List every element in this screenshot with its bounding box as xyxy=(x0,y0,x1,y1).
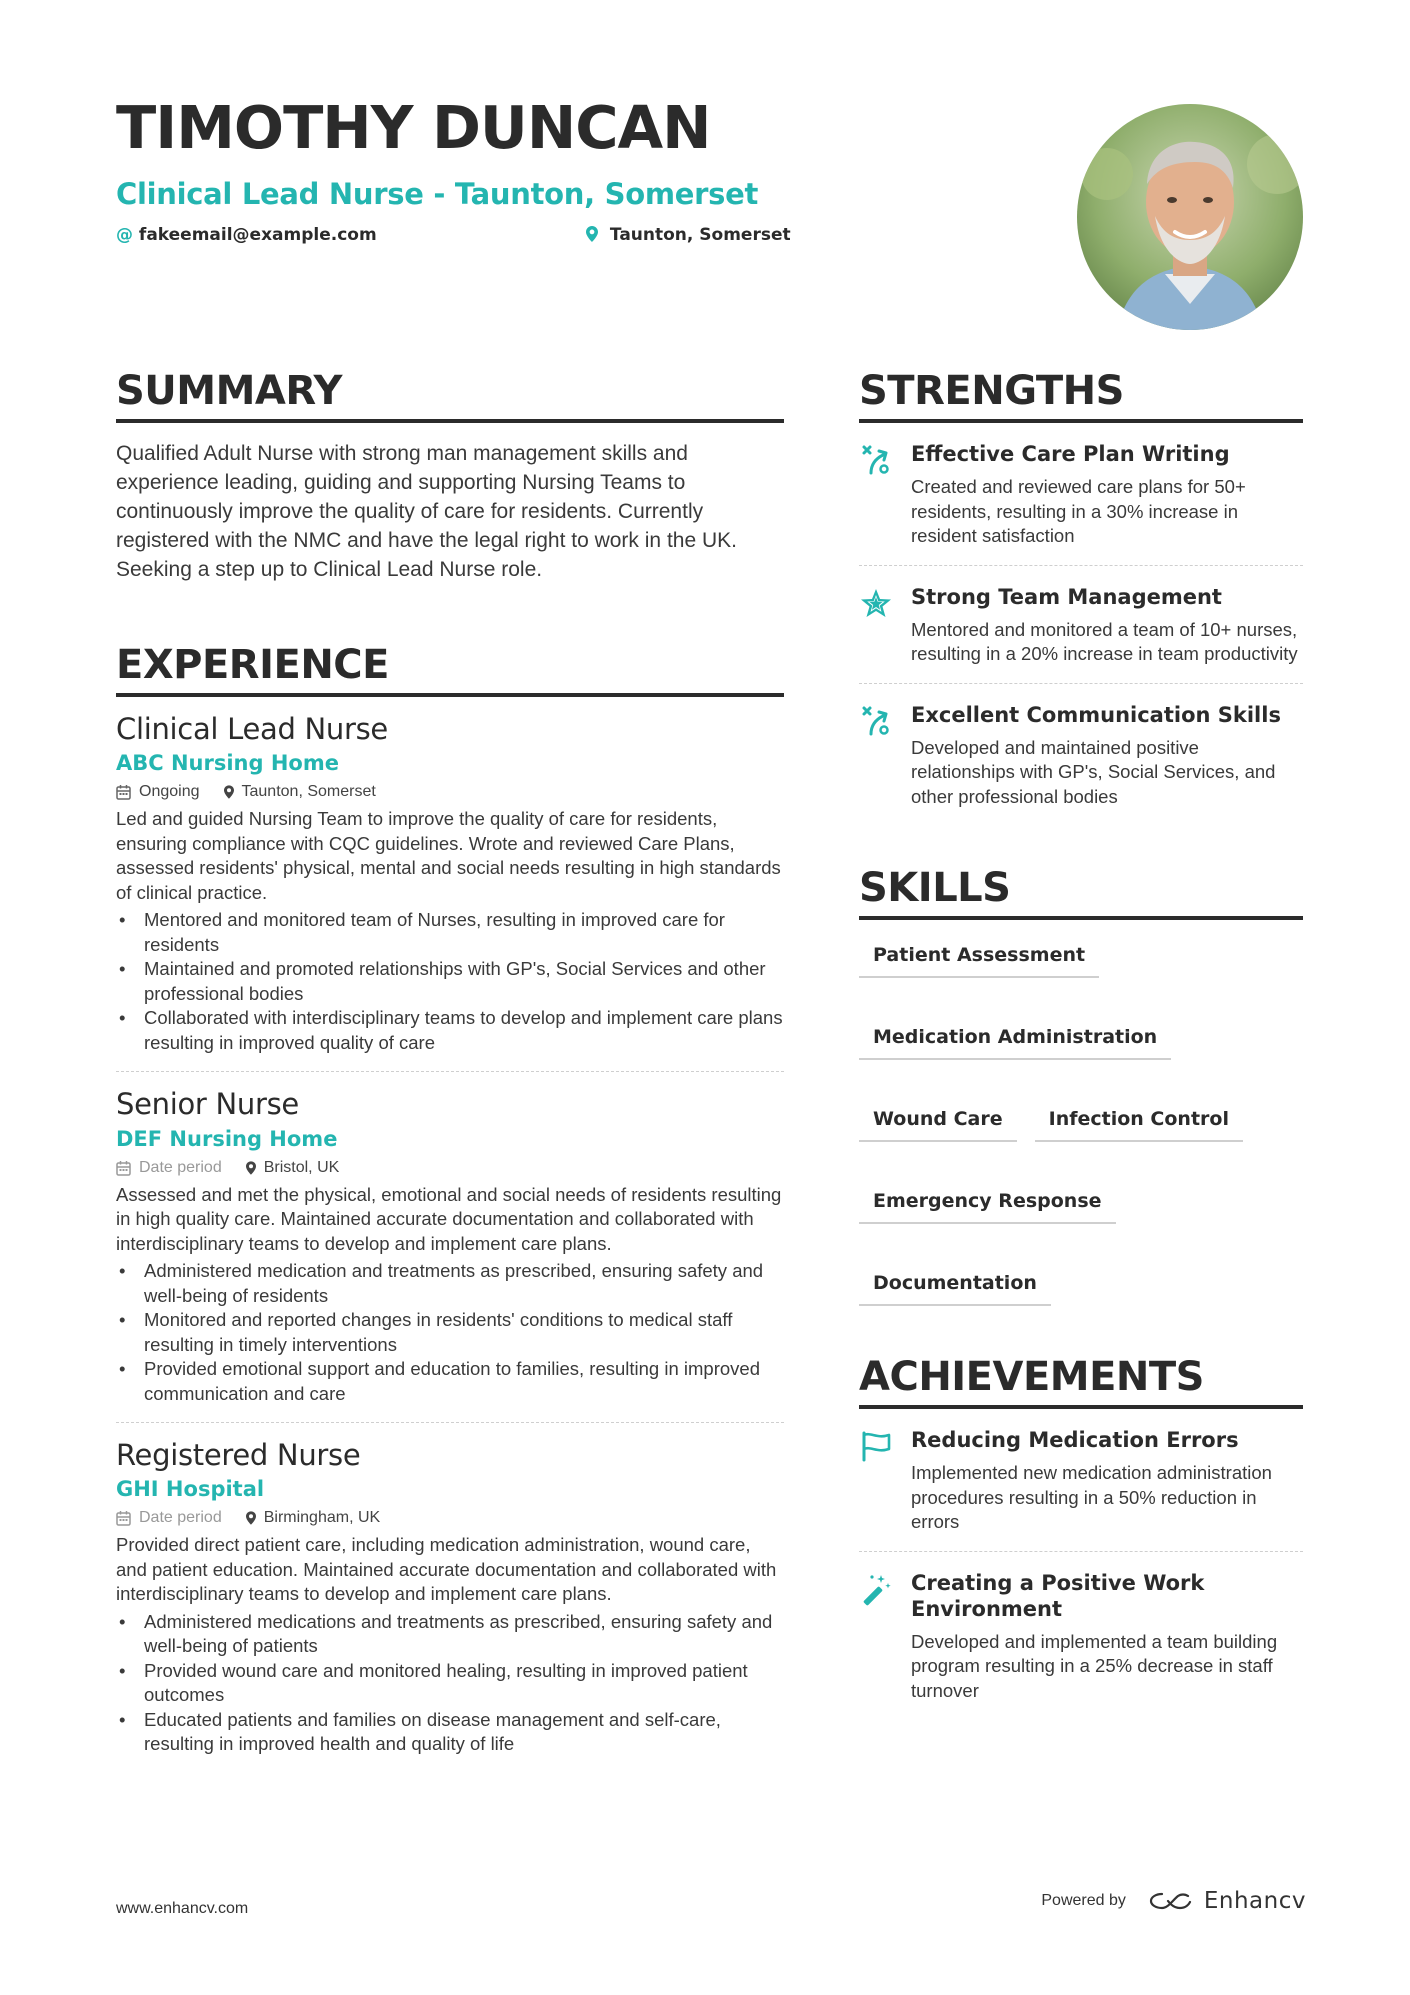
star-icon xyxy=(859,586,893,620)
job-title: Clinical Lead Nurse xyxy=(116,712,388,746)
strength-item xyxy=(859,566,1303,684)
calendar-icon xyxy=(116,1160,131,1176)
job-bullet: • Mentored and monitored team of Nurses, resulting in improved care for residents xyxy=(116,908,784,957)
achievements-heading: ACHIEVEMENTS xyxy=(859,1354,1303,1409)
job-description: Assessed and met the physical, emotional and social needs of residents resulting in high quality care. Maintained accurate documentation and collaborated with interdisciplinary teams to develop and implement care plans. xyxy=(116,1183,782,1254)
job-bullet: • Monitored and reported changes in residents' conditions to medical staff resulting in timely interventions xyxy=(116,1308,784,1357)
footer-branding xyxy=(1041,1888,1306,1914)
strength-body xyxy=(911,441,1303,549)
strength-item xyxy=(859,423,1303,566)
experience-heading: EXPERIENCE xyxy=(116,642,784,697)
job-location xyxy=(224,783,376,801)
job-period-text: Ongoing xyxy=(139,783,200,801)
candidate-name: TIMOTHY DUNCAN xyxy=(116,93,711,162)
skills-heading: SKILLS xyxy=(859,865,1303,920)
strength-body xyxy=(911,584,1303,667)
skills-list xyxy=(859,940,1303,1306)
location-pin-icon xyxy=(246,1511,256,1525)
skill-tag: Wound Care xyxy=(859,1104,1017,1142)
achievement-title: Creating a Positive Work Environment xyxy=(911,1570,1205,1621)
job-entry xyxy=(116,1423,784,1773)
job-location-text: Birmingham, UK xyxy=(263,1509,381,1527)
achievement-body xyxy=(911,1570,1303,1704)
strength-item xyxy=(859,684,1303,826)
at-icon: @ xyxy=(116,225,133,245)
strengths-section xyxy=(859,368,1303,825)
job-title: Registered Nurse xyxy=(116,1438,361,1472)
strength-title: Excellent Communication Skills xyxy=(911,702,1281,727)
location-text: Taunton, Somerset xyxy=(609,225,791,245)
job-bullet: • Provided wound care and monitored healing, resulting in improved patient outcomes xyxy=(116,1659,784,1708)
achievement-description: Implemented new medication administration procedures resulting in a 50% reduction in errors xyxy=(911,1462,1272,1532)
brand-logo[interactable] xyxy=(1148,1888,1306,1914)
job-period-text: Date period xyxy=(139,1158,222,1176)
job-bullet: • Educated patients and families on disease management and self-care, resulting in improved health and quality of life xyxy=(116,1708,784,1757)
skill-tag: Documentation xyxy=(859,1268,1051,1306)
summary-heading: SUMMARY xyxy=(116,368,784,423)
email-contact[interactable] xyxy=(116,225,377,245)
strength-description: Developed and maintained positive relationships with GP's, Social Services, and other professional bodies xyxy=(911,736,1276,807)
skill-tag: Patient Assessment xyxy=(859,940,1099,978)
brand-name: Enhancv xyxy=(1203,1888,1306,1914)
achievement-body xyxy=(911,1427,1303,1535)
job-location-text: Taunton, Somerset xyxy=(241,783,376,801)
strength-title: Effective Care Plan Writing xyxy=(911,442,1230,466)
strengths-heading: STRENGTHS xyxy=(859,368,1303,423)
candidate-title: Clinical Lead Nurse - Taunton, Somerset xyxy=(116,177,759,211)
company-name[interactable]: ABC Nursing Home xyxy=(116,751,339,776)
achievement-title: Reducing Medication Errors xyxy=(911,1428,1239,1452)
job-bullet: • Administered medications and treatments as prescribed, ensuring safety and well-being of patients xyxy=(116,1610,784,1659)
summary-text: Qualified Adult Nurse with strong man management skills and experience leading, guiding and supporting Nursing Teams to continuously improve the quality of care for residents. Currently registered with the NMC and have the legal right to work in the UK. Seeking a step up to Clinical Lead Nurse role. xyxy=(116,442,737,581)
experience-section xyxy=(116,642,784,1773)
skill-tag: Emergency Response xyxy=(859,1186,1116,1224)
job-location xyxy=(246,1159,340,1177)
job-entry xyxy=(116,697,784,1072)
profile-photo xyxy=(1077,104,1303,330)
contact-line xyxy=(116,225,796,249)
powered-by-text: Powered by xyxy=(1041,1892,1126,1909)
job-location-text: Bristol, UK xyxy=(263,1158,340,1176)
job-bullet: • Provided emotional support and education to families, resulting in improved communication and care xyxy=(116,1357,784,1406)
location-pin-icon xyxy=(586,226,598,242)
job-description: Provided direct patient care, including medication administration, wound care, and patient education. Maintained accurate documentation and collaborated with interdisciplinary teams to develop and implement care plans. xyxy=(116,1534,777,1605)
footer-website[interactable]: www.enhancv.com xyxy=(116,1900,249,1917)
job-bullets xyxy=(116,1610,784,1757)
strategy-icon xyxy=(859,443,893,477)
strength-body xyxy=(911,702,1303,810)
magic-wand-icon xyxy=(859,1572,893,1606)
enhancv-logo-icon xyxy=(1148,1890,1194,1912)
skill-tag: Medication Administration xyxy=(859,1022,1171,1060)
job-bullet: • Collaborated with interdisciplinary teams to develop and implement care plans resulting in improved quality of care xyxy=(116,1006,784,1055)
company-name[interactable]: DEF Nursing Home xyxy=(116,1126,338,1151)
skills-section xyxy=(859,865,1303,1306)
job-period xyxy=(116,1159,222,1177)
left-column xyxy=(116,368,784,1773)
job-meta xyxy=(116,1159,784,1177)
job-meta xyxy=(116,783,784,801)
achievement-item xyxy=(859,1409,1303,1552)
job-bullet: • Maintained and promoted relationships with GP's, Social Services and other professional bodies xyxy=(116,957,784,1006)
email-text: fakeemail@example.com xyxy=(138,225,377,245)
location-pin-icon xyxy=(224,785,234,799)
job-bullets xyxy=(116,908,784,1055)
strength-description: Created and reviewed care plans for 50+ residents, resulting in a 30% increase in resident satisfaction xyxy=(911,476,1246,546)
company-name[interactable]: GHI Hospital xyxy=(116,1477,265,1502)
right-column xyxy=(859,368,1303,1719)
job-period-text: Date period xyxy=(139,1509,222,1527)
job-title: Senior Nurse xyxy=(116,1087,299,1122)
strategy-icon xyxy=(859,704,893,738)
strength-title: Strong Team Management xyxy=(911,584,1222,609)
summary-section xyxy=(116,368,784,584)
job-description: Led and guided Nursing Team to improve the quality of care for residents, ensuring compliance with CQC guidelines. Wrote and reviewed Care Plans, assessed residents' physical, mental and social needs resulting in high standards of clinical practice. xyxy=(116,808,781,903)
job-period xyxy=(116,1509,222,1527)
resume-header xyxy=(116,93,796,249)
job-meta xyxy=(116,1509,784,1527)
location-contact xyxy=(586,225,791,245)
job-entry xyxy=(116,1072,784,1423)
flag-icon xyxy=(859,1429,893,1463)
job-bullet: • Administered medication and treatments as prescribed, ensuring safety and well-being of residents xyxy=(116,1259,784,1308)
calendar-icon xyxy=(116,1510,131,1526)
job-period xyxy=(116,783,200,801)
job-bullets xyxy=(116,1259,784,1406)
strength-description: Mentored and monitored a team of 10+ nurses, resulting in a 20% increase in team productivity xyxy=(911,618,1298,664)
achievements-section xyxy=(859,1354,1303,1719)
achievement-item xyxy=(859,1552,1303,1720)
location-pin-icon xyxy=(246,1161,256,1175)
skill-tag: Infection Control xyxy=(1035,1104,1243,1142)
calendar-icon xyxy=(116,784,131,800)
achievement-description: Developed and implemented a team building program resulting in a 25% decrease in staff turnover xyxy=(911,1630,1278,1701)
job-location xyxy=(246,1509,380,1527)
